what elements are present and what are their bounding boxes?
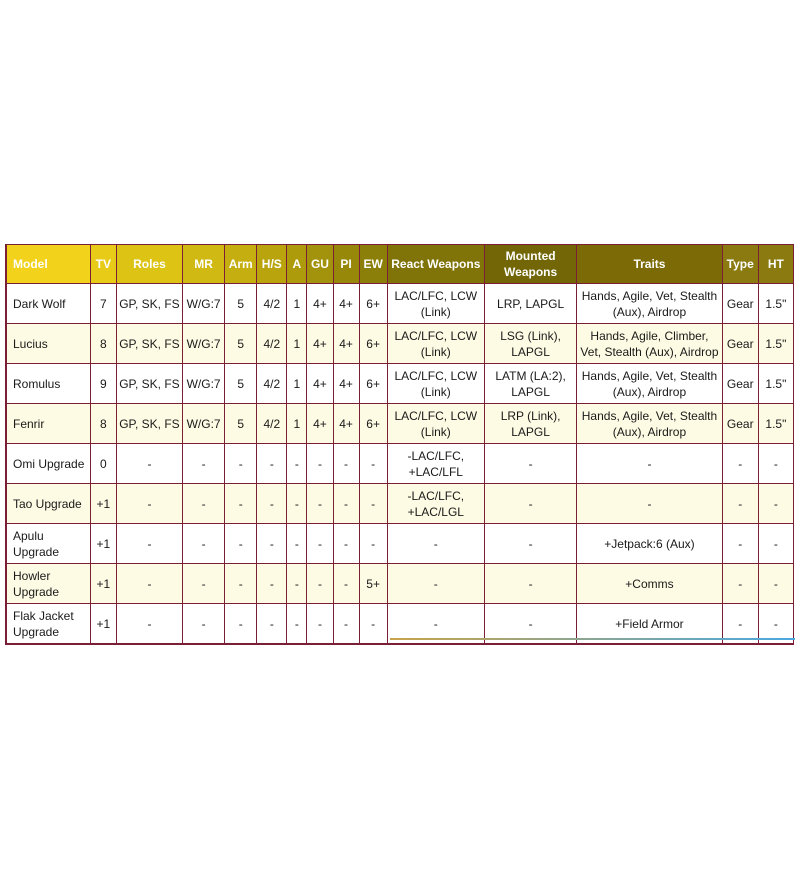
cell-pi: 4+: [333, 284, 359, 324]
cell-react: -: [387, 564, 484, 604]
cell-react: -: [387, 604, 484, 645]
table-row: [6, 444, 794, 484]
table-row: [6, 484, 794, 524]
cell-model: Apulu Upgrade: [6, 524, 90, 564]
cell-gu: -: [307, 604, 333, 645]
cell-roles: GP, SK, FS: [116, 364, 182, 404]
cell-ew: 5+: [359, 564, 387, 604]
cell-gu: 4+: [307, 284, 333, 324]
column-header-pi: PI: [333, 245, 359, 284]
cell-react: LAC/LFC, LCW (Link): [387, 284, 484, 324]
cell-traits: -: [577, 444, 722, 484]
table-row: [6, 284, 794, 324]
cell-mounted: LRP, LAPGL: [484, 284, 576, 324]
cell-arm: -: [225, 604, 257, 645]
column-header-a: A: [287, 245, 307, 284]
cell-hs: 4/2: [257, 364, 287, 404]
cell-ht: -: [758, 564, 793, 604]
cell-mr: -: [183, 564, 225, 604]
cell-type: -: [722, 484, 758, 524]
table-row: [6, 324, 794, 364]
cell-roles: -: [116, 524, 182, 564]
cell-traits: Hands, Agile, Climber, Vet, Stealth (Aux), Airdrop: [577, 324, 722, 364]
cell-type: Gear: [722, 324, 758, 364]
column-header-arm: Arm: [225, 245, 257, 284]
cell-ew: -: [359, 604, 387, 645]
cell-mr: -: [183, 604, 225, 645]
cell-mounted: -: [484, 484, 576, 524]
cell-gu: -: [307, 444, 333, 484]
cell-react: LAC/LFC, LCW (Link): [387, 404, 484, 444]
cell-arm: -: [225, 564, 257, 604]
cell-model: Flak Jacket Upgrade: [6, 604, 90, 645]
cell-mounted: LSG (Link), LAPGL: [484, 324, 576, 364]
cell-traits: Hands, Agile, Vet, Stealth (Aux), Airdrop: [577, 364, 722, 404]
cell-hs: 4/2: [257, 324, 287, 364]
cell-mr: -: [183, 524, 225, 564]
cell-model: Lucius: [6, 324, 90, 364]
cell-ht: -: [758, 484, 793, 524]
cell-a: 1: [287, 364, 307, 404]
cell-mounted: LATM (LA:2), LAPGL: [484, 364, 576, 404]
cell-a: 1: [287, 284, 307, 324]
cell-tv: +1: [90, 564, 116, 604]
cell-pi: -: [333, 524, 359, 564]
cell-type: Gear: [722, 364, 758, 404]
column-header-react: React Weapons: [387, 245, 484, 284]
cell-roles: -: [116, 604, 182, 645]
cell-ew: -: [359, 524, 387, 564]
cell-pi: -: [333, 564, 359, 604]
cell-tv: 9: [90, 364, 116, 404]
cell-ew: 6+: [359, 284, 387, 324]
cell-traits: -: [577, 484, 722, 524]
cell-mounted: -: [484, 564, 576, 604]
cell-traits: +Jetpack:6 (Aux): [577, 524, 722, 564]
cell-tv: 0: [90, 444, 116, 484]
table-row: [6, 364, 794, 404]
cell-mounted: -: [484, 524, 576, 564]
cell-hs: -: [257, 604, 287, 645]
cell-hs: 4/2: [257, 404, 287, 444]
cell-type: Gear: [722, 284, 758, 324]
cell-model: Dark Wolf: [6, 284, 90, 324]
cell-type: -: [722, 444, 758, 484]
cell-gu: 4+: [307, 324, 333, 364]
cell-mr: W/G:7: [183, 364, 225, 404]
cell-ht: -: [758, 444, 793, 484]
cell-tv: +1: [90, 604, 116, 645]
cell-arm: -: [225, 524, 257, 564]
cell-arm: 5: [225, 284, 257, 324]
cell-ht: 1.5": [758, 324, 793, 364]
column-header-traits: Traits: [577, 245, 722, 284]
cell-mr: W/G:7: [183, 404, 225, 444]
cell-react: LAC/LFC, LCW (Link): [387, 364, 484, 404]
cell-roles: -: [116, 484, 182, 524]
cell-model: Omi Upgrade: [6, 444, 90, 484]
column-header-mr: MR: [183, 245, 225, 284]
cell-mr: -: [183, 444, 225, 484]
cell-tv: +1: [90, 524, 116, 564]
cell-a: -: [287, 444, 307, 484]
cell-type: -: [722, 604, 758, 645]
cell-react: -LAC/LFC, +LAC/LFL: [387, 444, 484, 484]
cell-ew: 6+: [359, 324, 387, 364]
column-header-gu: GU: [307, 245, 333, 284]
cell-ht: -: [758, 604, 793, 645]
cell-model: Fenrir: [6, 404, 90, 444]
cell-ew: -: [359, 484, 387, 524]
cell-mounted: -: [484, 604, 576, 645]
cell-tv: 8: [90, 324, 116, 364]
cell-model: Tao Upgrade: [6, 484, 90, 524]
cell-react: -LAC/LFC, +LAC/LGL: [387, 484, 484, 524]
cell-roles: GP, SK, FS: [116, 404, 182, 444]
column-header-mounted: Mounted Weapons: [484, 245, 576, 284]
cell-a: -: [287, 604, 307, 645]
cell-gu: -: [307, 564, 333, 604]
cell-model: Howler Upgrade: [6, 564, 90, 604]
column-header-ew: EW: [359, 245, 387, 284]
cell-pi: -: [333, 444, 359, 484]
cell-traits: +Field Armor: [577, 604, 722, 645]
column-header-roles: Roles: [116, 245, 182, 284]
cell-ew: 6+: [359, 364, 387, 404]
cell-tv: +1: [90, 484, 116, 524]
cell-type: -: [722, 524, 758, 564]
bottom-accent-line: [390, 638, 795, 640]
cell-ew: -: [359, 444, 387, 484]
cell-mr: W/G:7: [183, 284, 225, 324]
cell-a: 1: [287, 404, 307, 444]
cell-roles: -: [116, 564, 182, 604]
cell-model: Romulus: [6, 364, 90, 404]
cell-a: -: [287, 484, 307, 524]
cell-roles: -: [116, 444, 182, 484]
cell-a: -: [287, 524, 307, 564]
cell-arm: 5: [225, 324, 257, 364]
cell-mounted: -: [484, 444, 576, 484]
table-row: [6, 524, 794, 564]
table-header-row: [6, 245, 794, 284]
column-header-type: Type: [722, 245, 758, 284]
cell-gu: -: [307, 484, 333, 524]
cell-a: -: [287, 564, 307, 604]
cell-a: 1: [287, 324, 307, 364]
cell-traits: Hands, Agile, Vet, Stealth (Aux), Airdrop: [577, 404, 722, 444]
cell-arm: -: [225, 444, 257, 484]
cell-hs: 4/2: [257, 284, 287, 324]
cell-tv: 7: [90, 284, 116, 324]
cell-pi: -: [333, 484, 359, 524]
cell-ht: 1.5": [758, 284, 793, 324]
cell-ht: 1.5": [758, 364, 793, 404]
cell-traits: Hands, Agile, Vet, Stealth (Aux), Airdrop: [577, 284, 722, 324]
cell-hs: -: [257, 444, 287, 484]
cell-hs: -: [257, 484, 287, 524]
cell-ht: 1.5": [758, 404, 793, 444]
cell-type: -: [722, 564, 758, 604]
cell-gu: 4+: [307, 404, 333, 444]
cell-hs: -: [257, 564, 287, 604]
cell-arm: 5: [225, 404, 257, 444]
column-header-model: Model: [6, 245, 90, 284]
cell-roles: GP, SK, FS: [116, 324, 182, 364]
cell-gu: 4+: [307, 364, 333, 404]
cell-tv: 8: [90, 404, 116, 444]
cell-ew: 6+: [359, 404, 387, 444]
cell-hs: -: [257, 524, 287, 564]
cell-gu: -: [307, 524, 333, 564]
cell-mounted: LRP (Link), LAPGL: [484, 404, 576, 444]
cell-arm: 5: [225, 364, 257, 404]
table-row: [6, 564, 794, 604]
cell-react: -: [387, 524, 484, 564]
table-body: [6, 284, 794, 645]
cell-pi: 4+: [333, 364, 359, 404]
cell-arm: -: [225, 484, 257, 524]
cell-pi: -: [333, 604, 359, 645]
cell-roles: GP, SK, FS: [116, 284, 182, 324]
column-header-hs: H/S: [257, 245, 287, 284]
column-header-ht: HT: [758, 245, 793, 284]
unit-stat-table: [5, 244, 794, 645]
cell-mr: W/G:7: [183, 324, 225, 364]
cell-ht: -: [758, 524, 793, 564]
cell-traits: +Comms: [577, 564, 722, 604]
cell-mr: -: [183, 484, 225, 524]
cell-pi: 4+: [333, 324, 359, 364]
cell-react: LAC/LFC, LCW (Link): [387, 324, 484, 364]
cell-type: Gear: [722, 404, 758, 444]
table-row: [6, 404, 794, 444]
column-header-tv: TV: [90, 245, 116, 284]
cell-pi: 4+: [333, 404, 359, 444]
